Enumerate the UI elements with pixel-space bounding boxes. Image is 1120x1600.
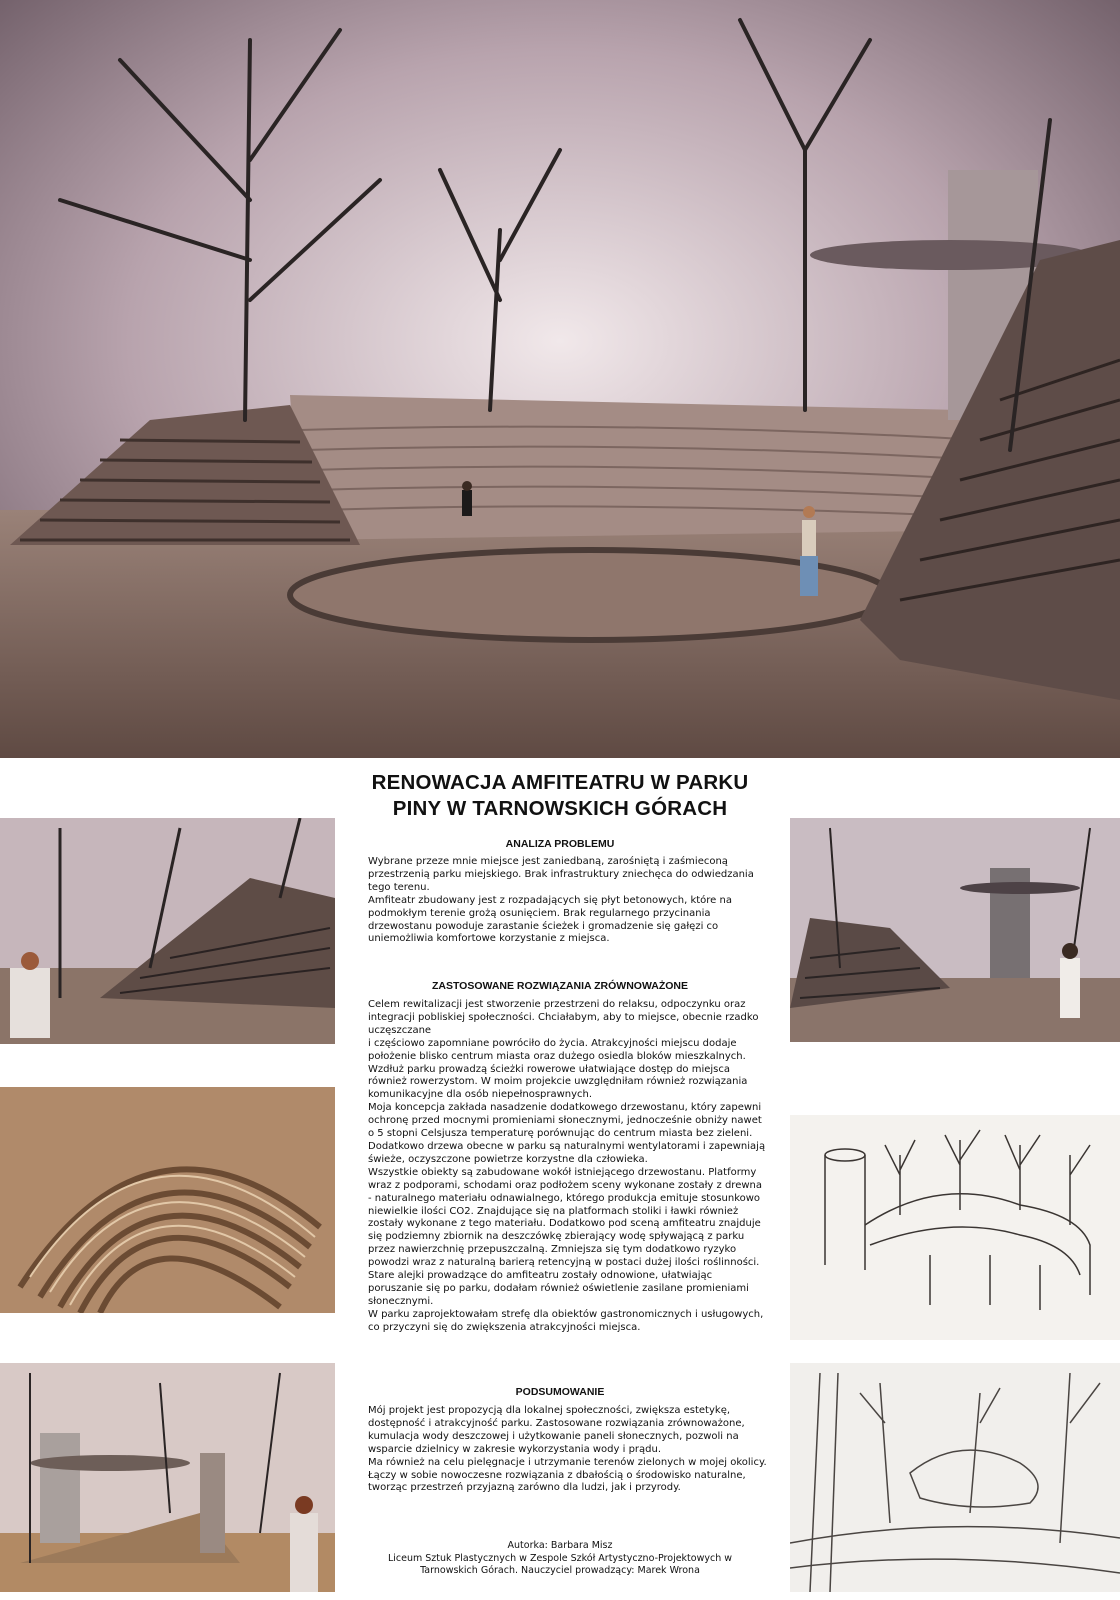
- solutions-paragraph: Moja koncepcja zakłada nasadzenie dodatkowego drzewostanu, który zapewni ochronę przed mocnymi promieniami słonecznymi, jednocześnie obniży nawet o 5 stopni Celsjusza temperaturę porównując do centrum miasta bez zieleni. Dodatkowo drzewa obecne w parku są naturalnymi wentylatorami i zapewniają świeże, oczyszczone powietrze korzystne dla człowieka.: [368, 1102, 766, 1165]
- analysis-paragraph: Amfiteatr zbudowany jest z rozpadających się płyt betonowych, które na podmokłym terenie grożą osunięciem. Brak regularnego przycinania drzewostanu powoduje zarastanie ścieżek i gromadzenie się gałęzi co uniemożliwia komfortowe korzystanie z miejsca.: [368, 894, 732, 945]
- summary-body: [368, 1405, 768, 1495]
- title-line-2: PINY W TARNOWSKICH GÓRACH: [392, 797, 728, 820]
- summary-paragraph: Ma również na celu pielęgnacje i utrzymanie terenów zielonych w mojej okolicy.: [368, 1456, 767, 1468]
- solutions-paragraph: Celem rewitalizacji jest stworzenie przestrzeni do relaksu, odpoczynku oraz integracji pobliskiej społeczności. Chciałabym, aby to miejsce, obecnie rzadko uczęszczane: [368, 999, 759, 1036]
- summary-heading: PODSUMOWANIE: [515, 1386, 605, 1398]
- author-line: Autorka: Barbara Misz: [507, 1540, 613, 1551]
- pencil-sketch-model: [790, 1115, 1120, 1340]
- school-line-2: Tarnowskich Górach. Nauczyciel prowadzący: Marek Wrona: [420, 1565, 700, 1576]
- solutions-paragraph: Stare alejki prowadzące do amfiteatru zostały odnowione, ułatwiając poruszanie się po parku, dodałam również oświetlenie zasilane promieniami słonecznymi.: [368, 1270, 749, 1307]
- title-line-1: RENOWACJA AMFITEATRU W PARKU: [371, 771, 749, 794]
- analysis-body: [368, 856, 768, 946]
- solutions-paragraph: i częściowo zapomniane powróciło do życia. Atrakcyjności miejscu dodaje położenie blisko centrum miasta oraz dużego osiedla bloków mieszkalnych. Wzdłuż parku prowadzą ścieżki rowerowe ułatwiające dostęp do miejsca również rowerzystom. W moim projekcie uwzględniłam również rozwiązania komunikacyjne dla osób niepełnosprawnych.: [368, 1037, 748, 1101]
- solutions-paragraph: W parku zaprojektowałam strefę dla obiektów gastronomicznych i usługowych, co przyczyni się do zwiększenia atrakcyjności miejsca.: [368, 1308, 764, 1333]
- model-topview-photo: [0, 1087, 335, 1313]
- poster-title: [340, 770, 780, 822]
- analysis-paragraph: Wybrane przeze mnie miejsce jest zaniedbaną, zarośniętą i zaśmieconą przestrzenią parku miejskiego. Brak infrastruktury zniechęca do odwiedzania tego terenu.: [368, 856, 754, 893]
- model-tower-photo: [0, 1363, 335, 1592]
- credits: [350, 1540, 770, 1578]
- model-stairs-photo: [0, 818, 335, 1044]
- pencil-sketch-park: [790, 1363, 1120, 1592]
- model-tower-stairs-photo: [790, 818, 1120, 1042]
- school-line-1: Liceum Sztuk Plastycznych w Zespole Szkół Artystyczno-Projektowych w: [387, 1552, 733, 1564]
- summary-paragraph: Łączy w sobie nowoczesne rozwiązania z dbałością o środowisko naturalne, tworząc przestrzeń przyjazną zarówno dla ludzi, jak i przyrody.: [368, 1469, 746, 1494]
- summary-paragraph: Mój projekt jest propozycją dla lokalnej społeczności, zwiększa estetykę, dostępność i atrakcyjność parku. Zastosowane rozwiązania zrównoważone, kumulacja wody deszczowej i użytkowanie paneli słonecznych, pozwoli na wsparcie dzielnicy w zakresie wykorzystania wody i prądu.: [368, 1405, 745, 1455]
- solutions-paragraph: Wszystkie obiekty są zabudowane wokół istniejącego drzewostanu. Platformy wraz z podporami, schodami oraz podłożem sceny wykonane zostały z drewna - naturalnego materiału odnawialnego, którego produkcja emituje stosunkowo niewielkie ilości CO2. Znajdujące się na platformach stoliki i ławki również zostały wykonane z tego materiału. Dodatkowo pod sceną amfiteatru znajduje się podziemny zbiornik na deszczówkę zbierający wodę spływającą z parku przez nawierzchnię przepuszczalną. Zmniejsza się tym dodatkowo ryzyko powodzi wraz z naturalną barierą retencyjną w postaci dużej ilości roślinności.: [368, 1166, 762, 1269]
- analysis-heading: ANALIZA PROBLEMU: [505, 838, 615, 850]
- hero-photo: [0, 0, 1120, 758]
- solutions-heading: ZASTOSOWANE ROZWIĄZANIA ZRÓWNOWAŻONE: [431, 980, 689, 992]
- solutions-body: [368, 999, 768, 1335]
